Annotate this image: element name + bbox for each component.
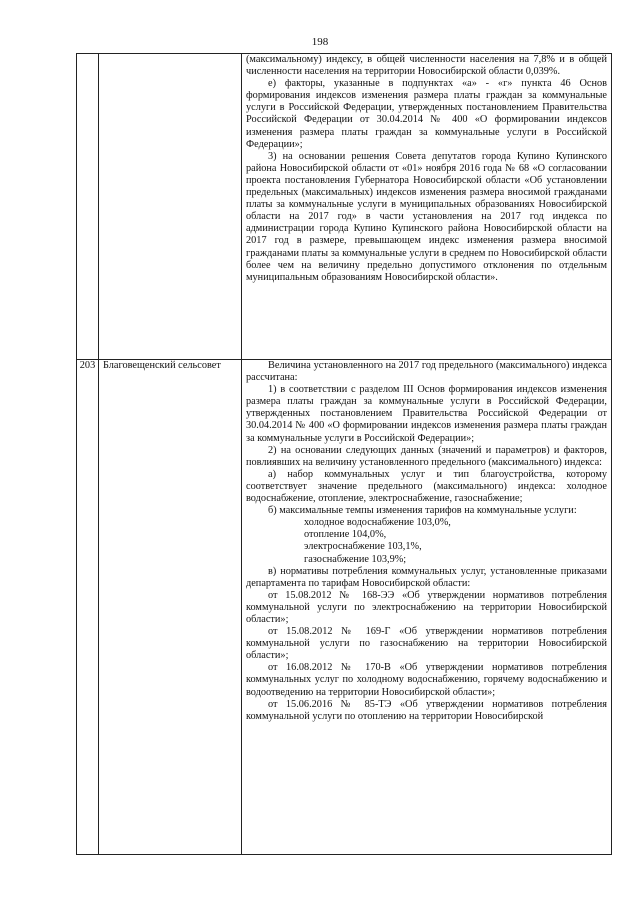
tariff-list-item: электроснабжение 103,1%, (304, 541, 422, 553)
paragraph: б) максимальные темпы изменения тарифов на коммунальные услуги: (268, 505, 577, 517)
paragraph: в) нормативы потребления коммунальных услуг, установленные приказами департамента по тарифам Новосибирской области: (246, 565, 607, 589)
paragraph: а) набор коммунальных услуг и тип благоустройства, которому соответствует значение предельного (максимального) индекса: холодное водоснабжение, отопление, электроснабжение, газоснабжение; (246, 468, 607, 505)
tariff-list-item: газоснабжение 103,9%; (304, 553, 407, 565)
tariff-list-item: холодное водоснабжение 103,0%, (304, 517, 451, 529)
paragraph: от 15.08.2012 № 169-Г «Об утверждении нормативов потребления коммунальной услуги по газоснабжению на территории Новосибирской области»; (246, 626, 607, 662)
justification-text-cell (242, 360, 612, 855)
paragraph: от 15.06.2016 № 85-ТЭ «Об утверждении нормативов потребления коммунальной услуги по отоплению на территории Новосибирской (246, 698, 607, 722)
paragraph: 3) на основании решения Совета депутатов города Купино Купинского района Новосибирской области от «01» ноября 2016 года № 68 «О согласовании проекта постановления Губернатора Новосибирской области «Об установлении предельных (максимальных) индексов изменения размера вносимой гражданами платы за коммунальные услуги в муниципальных образованиях Новосибирской области на 2017 год» в части установления на 2017 год индекса по администрации города Купино Купинского района Новосибирской области на 2017 год в размере, превышающем индекс изменения размера вносимой гражданами платы за коммунальные услуги в среднем по Новосибирской области более чем на величину предельно допустимого отклонения по отдельным муниципальным образованиям Новосибирской области». (246, 150, 607, 283)
paragraph: 2) на основании следующих данных (значений и параметров) и факторов, повлиявших на величину установленного предельного (максимального) индекса: (246, 444, 607, 468)
justification-text-cell (242, 54, 612, 360)
row-number-cell: 203 (77, 360, 99, 855)
table-row (77, 54, 612, 360)
paragraph: Величина установленного на 2017 год предельного (максимального) индекса рассчитана: (246, 360, 607, 384)
paragraph: е) факторы, указанные в подпунктах «а» - «г» пункта 46 Основ формирования индексов изменения размера платы граждан за коммунальные услуги в Российской Федерации, утвержденных постановлением Правительства Российской Федерации от 30.04.2014 № 400 «О формировании индексов изменения размера платы граждан за коммунальные услуги в Российской Федерации»; (246, 78, 607, 150)
paragraph: (максимальному) индексу, в общей численности населения на 7,8% и в общей численности населения на территории Новосибирской области 0,039%. (246, 54, 607, 78)
table-row (77, 360, 612, 855)
row-number-cell (77, 54, 99, 360)
municipality-name-cell: Благовещенский сельсовет (99, 360, 242, 855)
regions-table (76, 53, 612, 855)
municipality-name-cell (99, 54, 242, 360)
page-number: 198 (311, 36, 329, 48)
tariff-list-item: отопление 104,0%, (304, 529, 387, 541)
paragraph: от 15.08.2012 № 168-ЭЭ «Об утверждении нормативов потребления коммунальной услуги по электроснабжению на территории Новосибирской области»; (246, 589, 607, 625)
paragraph: от 16.08.2012 № 170-В «Об утверждении нормативов потребления коммунальных услуг по холодному водоснабжению, горячему водоснабжению и водоотведению на территории Новосибирской области»; (246, 662, 607, 698)
paragraph: 1) в соответствии с разделом III Основ формирования индексов изменения размера платы граждан за коммунальные услуги в Российской Федерации, утвержденных постановлением Правительства Российской Федерации от 30.04.2014 № 400 «О формировании индексов изменения размера платы граждан за коммунальные услуги в Российской Федерации»; (246, 384, 607, 444)
